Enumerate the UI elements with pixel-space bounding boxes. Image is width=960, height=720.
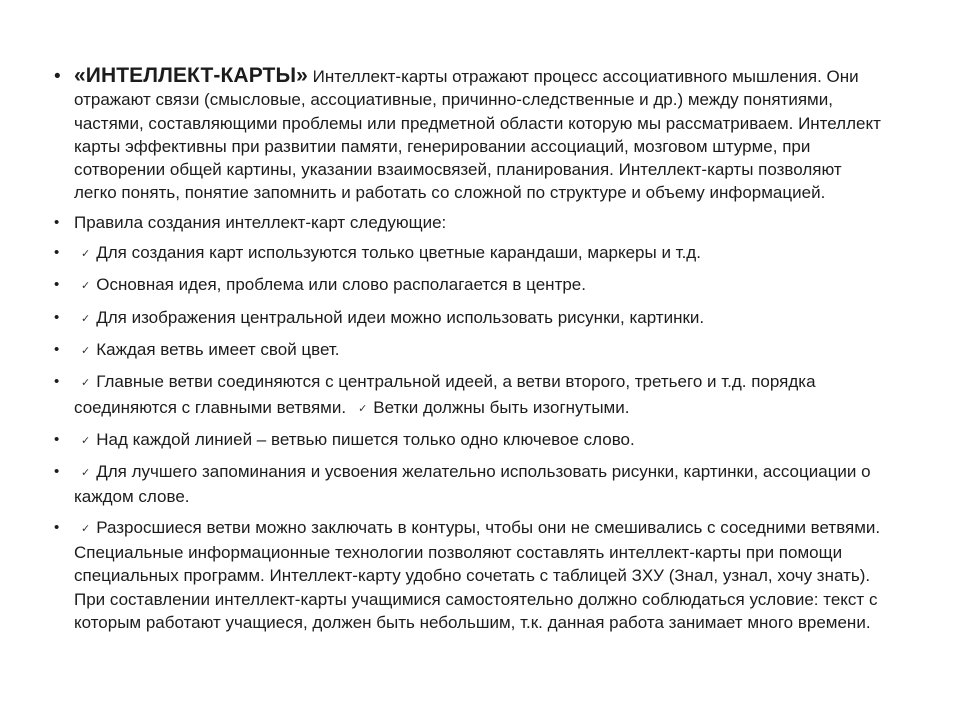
bullet-dot: • xyxy=(54,430,60,448)
rule-item xyxy=(52,516,882,634)
bullet-dot: • xyxy=(54,463,60,481)
bullet-dot: • xyxy=(54,276,60,294)
checkmark-icon: ✓ xyxy=(81,434,91,447)
checkmark-icon: ✓ xyxy=(81,280,91,293)
checkmark-icon: ✓ xyxy=(81,344,91,357)
bullet-dot: • xyxy=(54,308,60,326)
rule-text: Для создания карт используются только цветные карандаши, маркеры и т.д. xyxy=(96,243,701,263)
rule-text: Каждая ветвь имеет свой цвет. xyxy=(96,339,340,359)
rule-item xyxy=(52,370,882,421)
rule-item xyxy=(52,241,882,266)
rule-item xyxy=(52,273,882,298)
rules-heading: Правила создания интеллект-карт следующие: xyxy=(74,212,447,232)
checkmark-icon: ✓ xyxy=(81,377,91,390)
rule-text: Над каждой линией – ветвью пишется только одно ключевое слово. xyxy=(96,429,635,449)
bullet-dot: • xyxy=(54,340,60,358)
bullet-dot: • xyxy=(54,518,60,536)
rule-text: Разросшиеся ветви можно заключать в контуры, чтобы они не смешивались с соседними ветвями. Специальные информационные технологии позволяют составлять интеллект-карты при помощи специальных программ. Интеллект-карту удобно сочетать с таблицей ЗХУ (Знал, узнал, хочу знать). При составлении интеллект-карты учащимися самостоятельно должно соблюдаться условие: текст с которым работают учащиеся, должен быть небольшим, т.к. данная работа занимает много времени. xyxy=(74,517,881,632)
checkmark-icon: ✓ xyxy=(358,402,368,415)
rule-text: Для лучшего запоминания и усвоения желательно использовать рисунки, картинки, ассоциации о каждом слове. xyxy=(74,462,871,507)
rules-heading-item xyxy=(52,211,882,234)
bullet-dot: • xyxy=(54,373,60,391)
rule-text: Главные ветви соединяются с центральной идеей, а ветви второго, третьего и т.д. порядка соединяются с главными ветвями. xyxy=(74,372,816,417)
intro-lead: «ИНТЕЛЛЕКТ-КАРТЫ» xyxy=(74,64,308,87)
intro-text: Интеллект-карты отражают процесс ассоциативного мышления. Они отражают связи (смысловые, ассоциативные, причинно-следственные и др.) между понятиями, частями, составляющими проблемы или предметной области которую мы рассматриваем. Интеллект карты эффективны при развитии памяти, генерировании ассоциаций, мозговом штурме, при сотворении общей картины, указании взаимосвязей, планирования. Интеллект-карты позволяют легко понять, понятие запомнить и работать со сложной по структуре и объему информацией. xyxy=(74,67,881,203)
rule-item xyxy=(52,338,882,363)
rule-text: Для изображения центральной идеи можно использовать рисунки, картинки. xyxy=(96,307,705,327)
bullet-dot: • xyxy=(54,213,60,231)
rule-item xyxy=(52,428,882,453)
rule-item xyxy=(52,460,882,509)
checkmark-icon: ✓ xyxy=(81,467,91,480)
bullet-list xyxy=(52,64,882,641)
rule-text: Основная идея, проблема или слово располагается в центре. xyxy=(96,275,586,295)
intro-item xyxy=(52,64,882,205)
bullet-dot: • xyxy=(54,244,60,262)
checkmark-icon: ✓ xyxy=(81,248,91,261)
bullet-dot: • xyxy=(54,66,61,87)
checkmark-icon: ✓ xyxy=(81,522,91,535)
rule-inline-text: Ветки должны быть изогнутыми. xyxy=(373,397,630,417)
rule-item xyxy=(52,306,882,331)
checkmark-icon: ✓ xyxy=(81,312,91,325)
